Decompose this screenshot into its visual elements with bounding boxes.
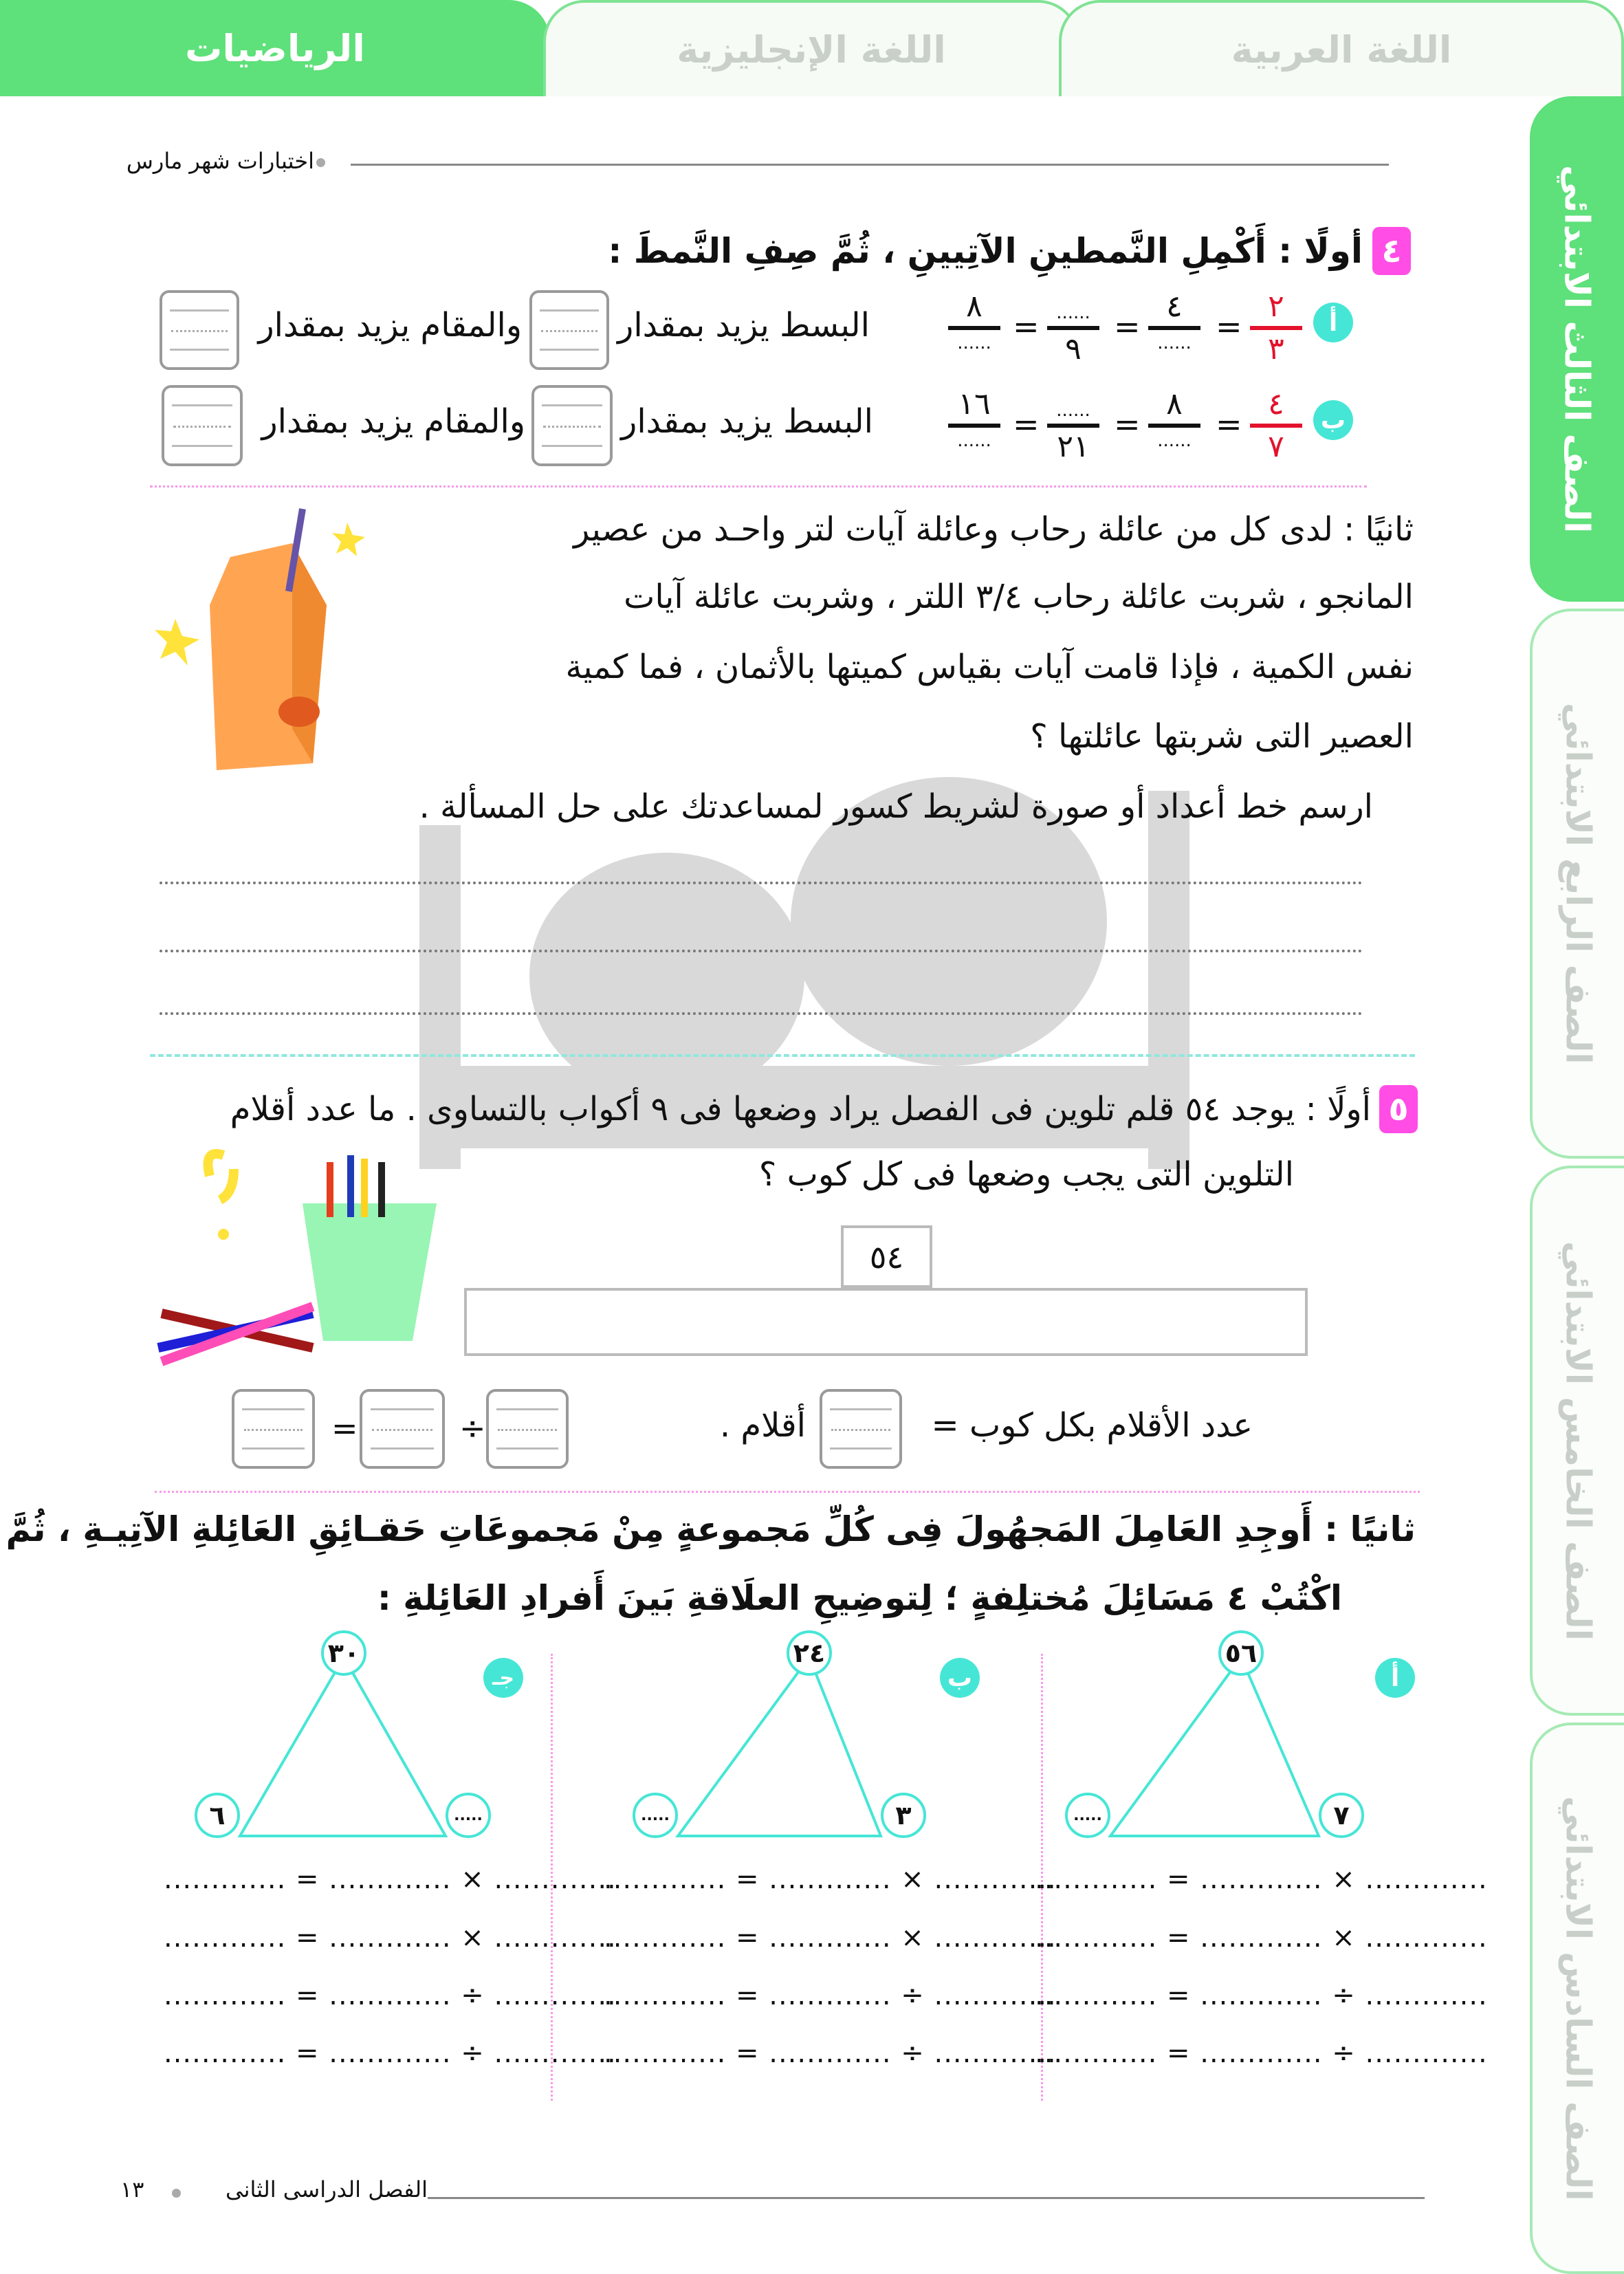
triangle-unknown[interactable]: .....	[446, 1793, 491, 1838]
fraction: ٤ ٧	[1250, 385, 1302, 466]
juice-box-illustration	[155, 502, 388, 777]
footer-term: الفصل الدراسى الثانى	[225, 2176, 428, 2202]
sidebar-grade-3[interactable]	[1530, 96, 1624, 602]
fraction: ١٦ ......	[948, 385, 1000, 466]
quotient-input[interactable]	[232, 1389, 315, 1469]
q5-heading	[230, 1085, 1418, 1133]
q5-line: أولًا : يوجد ٥٤ قلم تلوين فى الفصل يراد وضعها فى ٩ أكواب بالتساوى . ما عدد أقلام	[230, 1090, 1371, 1128]
equals: =	[1013, 406, 1040, 443]
question-number: ٥	[1379, 1085, 1418, 1133]
header-divider	[351, 164, 1389, 166]
footer-divider	[428, 2197, 1425, 2199]
section-label: اختبارات شهر مارس	[126, 148, 314, 174]
fraction: ٤ ......	[1148, 287, 1200, 369]
bullet	[316, 158, 325, 167]
sidebar-label: الصف الخامس الابتدائي	[1558, 1240, 1599, 1641]
divisor-input[interactable]	[360, 1389, 445, 1469]
fraction: ٨ ......	[948, 287, 1000, 369]
triangle-unknown[interactable]: .....	[1065, 1793, 1110, 1838]
equation-input[interactable]: ............. = ............. ÷ .............	[604, 1980, 1057, 2011]
divide-sign: ÷	[459, 1410, 486, 1447]
watermark-logo	[406, 619, 1231, 1238]
equation-input[interactable]: ............. = ............. × .............	[164, 1922, 617, 1954]
equation-input[interactable]: ............. = ............. × .............	[164, 1863, 617, 1895]
q4-heading	[608, 227, 1411, 275]
equals: =	[331, 1410, 358, 1447]
q5b-line: ثانيًا : أَوجِدِ العَامِلَ المَجهُولَ فِى كُلِّ مَجموعةٍ مِنْ مَجموعَاتِ حَقـائِقِ العَائِلةِ الآتِيـةِ ، ثُمَّ	[6, 1509, 1416, 1549]
triangle-factor: ٧	[1319, 1793, 1364, 1838]
denominator-step-input[interactable]	[162, 385, 243, 466]
answer-line[interactable]	[160, 1012, 1363, 1015]
numerator-step-input[interactable]	[529, 290, 609, 370]
problem-line: نفس الكمية ، فإذا قامت آيات بقياس كميتها بالأثمان ، فما كمية	[565, 648, 1414, 686]
tab-arabic[interactable]: اللغة العربية	[1059, 0, 1624, 96]
denominator-step-input[interactable]	[160, 290, 239, 370]
sidebar-grade-4[interactable]	[1530, 609, 1624, 1159]
divider	[150, 485, 1367, 488]
equals: =	[1013, 308, 1040, 345]
question-number: ٤	[1372, 227, 1411, 275]
denominator-label: والمقام يزيد بمقدار	[258, 306, 522, 345]
problem-instruction: ارسم خط أعداد أو صورة لشريط كسور لمساعدتك على حل المسألة .	[419, 787, 1373, 826]
fraction: ...... ٩	[1047, 287, 1099, 369]
tab-math[interactable]: الرياضيات	[0, 0, 550, 96]
sidebar-label: الصف الثالث الابتدائي	[1557, 164, 1597, 534]
equals: =	[1216, 406, 1242, 443]
equation-input[interactable]: ............. = ............. ÷ .............	[164, 1980, 617, 2011]
equation-input[interactable]: ............. = ............. × .............	[604, 1863, 1057, 1895]
section-divider	[150, 1054, 1415, 1057]
problem-line: العصير التى شربتها عائلتها ؟	[1030, 717, 1414, 756]
equation-input[interactable]: ............. = ............. ÷ .............	[164, 2037, 617, 2069]
pens-label: أقلام .	[719, 1406, 806, 1445]
triangle-top: ٢٤	[787, 1630, 832, 1676]
sidebar-grade-5[interactable]	[1530, 1166, 1624, 1716]
answer-line[interactable]	[160, 882, 1363, 884]
bullet	[172, 2189, 181, 2198]
bar-model-total: ٥٤	[841, 1225, 932, 1288]
per-cup-input[interactable]	[820, 1389, 902, 1469]
denominator-label: والمقام يزيد بمقدار	[261, 402, 525, 441]
fraction: ٨ ......	[1148, 385, 1200, 466]
equation-input[interactable]: ............. = ............. × .............	[1035, 1863, 1488, 1895]
row-b-badge: ب	[1313, 400, 1353, 440]
triangle-factor: ٦	[195, 1793, 240, 1838]
fraction: ...... ٢١	[1047, 385, 1099, 466]
bar-model-input[interactable]	[464, 1288, 1308, 1356]
triangle-top: ٣٠	[321, 1630, 366, 1676]
equation-input[interactable]: ............. = ............. ÷ .............	[604, 2037, 1057, 2069]
triangle-unknown[interactable]: .....	[633, 1793, 678, 1838]
equation-input[interactable]: ............. = ............. × .............	[1035, 1922, 1488, 1954]
triangle-factor: ٣	[881, 1793, 926, 1838]
fraction: ٢ ٣	[1250, 287, 1302, 369]
equals: =	[1114, 406, 1141, 443]
triangle-a-badge: أ	[1375, 1658, 1415, 1698]
pencil-cup-illustration	[155, 1141, 443, 1368]
equation-input[interactable]: ............. = ............. × .............	[604, 1922, 1057, 1954]
equation-input[interactable]: ............. = ............. ÷ .............	[1035, 2037, 1488, 2069]
numerator-label: البسط يزيد بمقدار	[621, 402, 873, 441]
sidebar-label: الصف السادس الابتدائي	[1558, 1795, 1599, 2201]
numerator-label: البسط يزيد بمقدار	[617, 306, 870, 345]
q4-title: أولًا : أَكْمِلِ النَّمطينِ الآتِيينِ ، ثُمَّ صِفِ النَّمطَ :	[608, 231, 1363, 271]
problem-line: ثانيًا : لدى كل من عائلة رحاب وعائلة آيات لتر واحـد من عصير	[573, 510, 1414, 549]
divider	[155, 1491, 1420, 1493]
sidebar-label: الصف الرابع الابتدائي	[1558, 703, 1599, 1064]
problem-line: المانجو ، شربت عائلة رحاب ٣/٤ اللتر ، وشربت عائلة آيات	[624, 578, 1414, 616]
tab-english[interactable]: اللغة الإنجليزية	[543, 0, 1079, 96]
q5b-line: اكْتُبْ ٤ مَسَائِلَ مُختلِفةٍ ؛ لِتوضِيحِ العلَاقةِ بَينَ أَفرادِ العَائِلةِ :	[377, 1578, 1342, 1618]
sidebar-grade-6[interactable]	[1530, 1723, 1624, 2274]
triangle-top: ٥٦	[1218, 1630, 1264, 1676]
page-number: ١٣	[120, 2176, 144, 2202]
triangle-c-badge: جـ	[483, 1658, 523, 1698]
per-cup-label: عدد الأقلام بكل كوب =	[931, 1406, 1253, 1445]
equals: =	[1114, 308, 1141, 345]
numerator-step-input[interactable]	[531, 385, 613, 466]
row-a-badge: أ	[1313, 303, 1353, 342]
equation-input[interactable]: ............. = ............. ÷ .............	[1035, 1980, 1488, 2011]
equals: =	[1216, 308, 1242, 345]
dividend-input[interactable]	[486, 1389, 569, 1469]
triangle-b-badge: ب	[940, 1658, 980, 1698]
q5-line: التلوين التى يجب وضعها فى كل كوب ؟	[758, 1155, 1294, 1194]
answer-line[interactable]	[160, 950, 1363, 952]
